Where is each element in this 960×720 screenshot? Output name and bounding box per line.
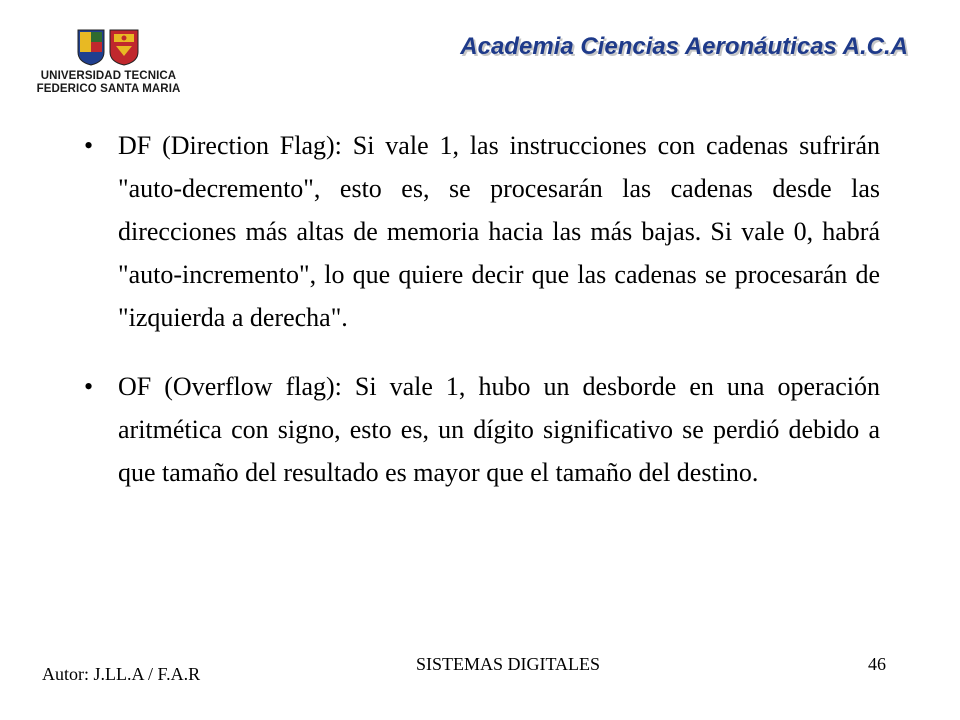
page-number: 46 bbox=[868, 654, 886, 674]
bullet-dot-icon: • bbox=[84, 131, 94, 160]
footer-course: SISTEMAS DIGITALES bbox=[416, 654, 601, 674]
university-shield-icon bbox=[74, 28, 142, 66]
university-name-line1: UNIVERSIDAD TECNICA bbox=[40, 70, 177, 82]
bullet-text: OF (Overflow flag): Si vale 1, hubo un desborde en una operación aritmética con signo, esto es, un dígito significativo se perdió debido a que tamaño del resultado es mayor que el tamaño del destino. bbox=[118, 372, 880, 487]
page-title: Academia Ciencias Aeronáuticas A.C.A bbox=[460, 33, 908, 60]
footer-author: Autor: J.LL.A / F.A.R bbox=[42, 664, 201, 684]
university-logo bbox=[36, 28, 181, 100]
bullet-item-overflow-flag bbox=[80, 365, 880, 494]
bullet-text: DF (Direction Flag): Si vale 1, las instrucciones con cadenas sufrirán "auto-decremento", esto es, se procesarán las cadenas desde las direcciones más altas de memoria hacia las más bajas. Si vale 0, habrá "auto-incremento", lo que quiere decir que las cadenas se procesarán de "izquierda a derecha". bbox=[118, 131, 880, 332]
bullet-list bbox=[80, 124, 880, 520]
university-name bbox=[36, 70, 181, 96]
bullet-item-direction-flag bbox=[80, 124, 880, 339]
university-name-line2: FEDERICO SANTA MARIA bbox=[36, 83, 181, 95]
bullet-dot-icon: • bbox=[84, 372, 94, 401]
